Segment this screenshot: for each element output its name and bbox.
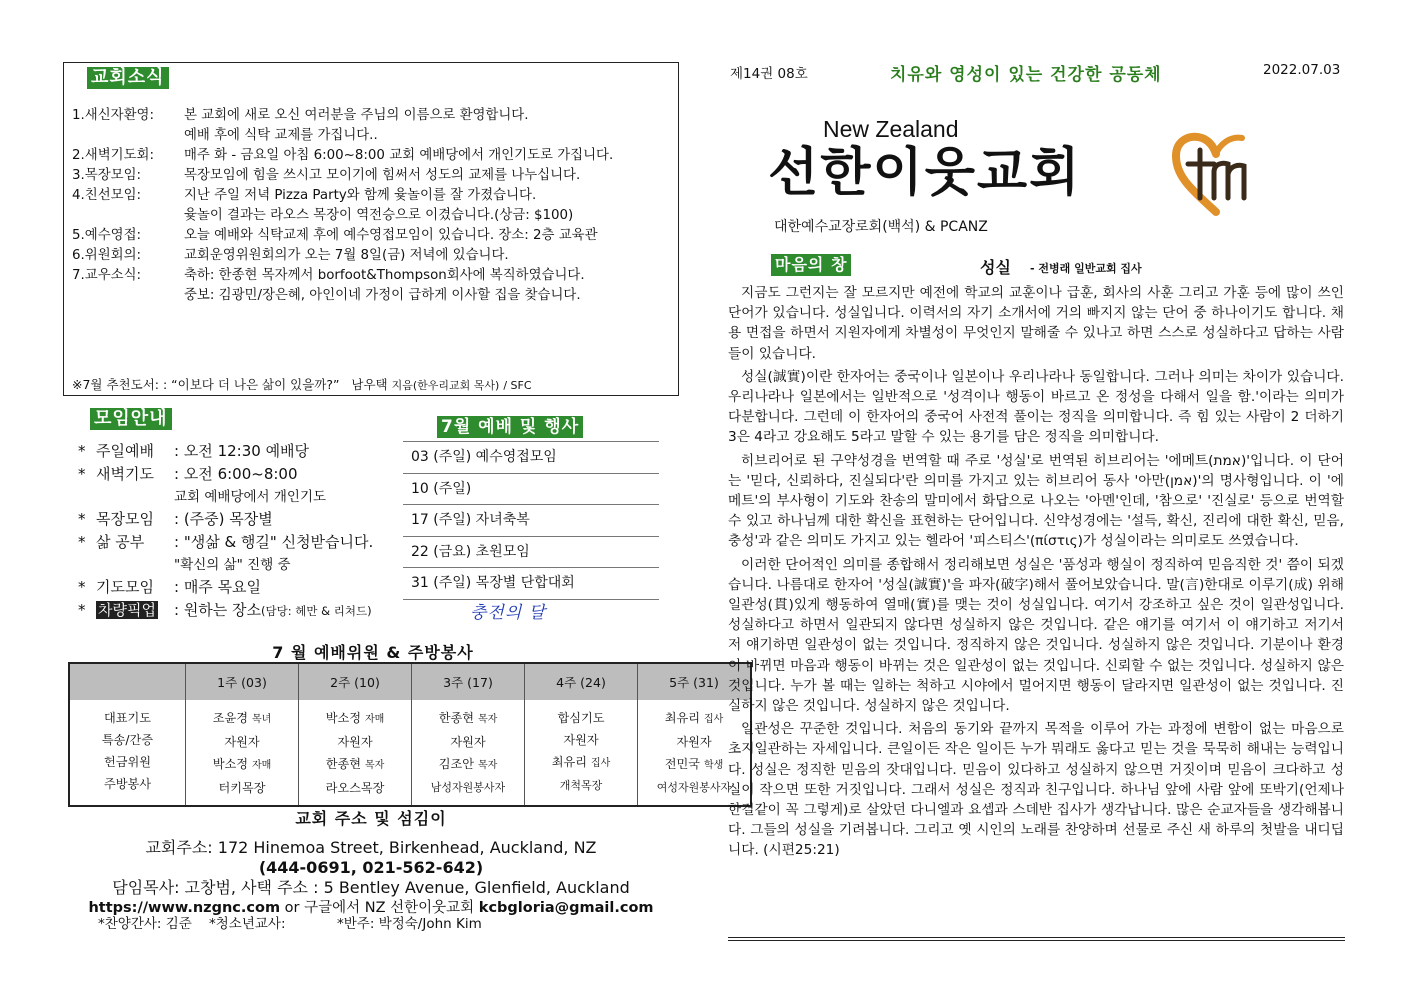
news-item: 7.교우소식: 축하: 한종현 목자께서 borfoot&Thompson회사에 복직하였습니다.	[72, 268, 585, 283]
events-title: 7월 예배 및 행사	[437, 416, 583, 438]
email-link[interactable]: kcbgloria@gmail.com	[478, 900, 654, 916]
church-news-title: 교회소식	[87, 67, 169, 89]
event-row: 17 (주일) 자녀축복	[403, 505, 659, 537]
schedule-table	[68, 662, 752, 807]
meetings-list	[78, 440, 408, 623]
issue-number: 제14권 08호	[730, 66, 808, 82]
address-title: 교회 주소 및 섬김이	[295, 809, 447, 828]
news-item: 6.위원회의: 교회운영위원회의가 오는 7월 8일(금) 저녁에 있습니다.	[72, 248, 509, 263]
church-motto: 치유와 영성이 있는 건강한 공동체	[890, 65, 1162, 85]
schedule-title: 7 월 예배위원 & 주방봉사	[272, 643, 474, 662]
church-name: 선한이웃교회	[768, 143, 1082, 203]
month-theme: 충전의 달	[470, 603, 547, 623]
meeting-subnote: "확신의 삶" 진행 중	[174, 557, 291, 573]
web-contact: https://www.nzgnc.com or 구글에서 NZ 선한이웃교회 kcbgloria@gmail.com	[88, 900, 654, 916]
meeting-subnote: 교회 예배당에서 개인기도	[174, 489, 327, 505]
church-address: 교회주소: 172 Hinemoa Street, Birkenhead, Auckland, NZ	[145, 838, 597, 857]
meeting-item: * 주일예배 : 오전 12:30 예배당	[78, 442, 310, 460]
news-item: 예배 후에 식탁 교제를 가집니다..	[184, 128, 378, 143]
week-column: 조윤경 목녀 자원자 박소정 자매 터키목장	[186, 700, 299, 806]
website-link[interactable]: https://www.nzgnc.com	[88, 900, 281, 916]
week-column: 박소정 자매 자원자 한종현 목자 라오스목장	[299, 700, 412, 806]
news-item: 윷놀이 결과는 라오스 목장이 역전승으로 이겼습니다.(상금: $100)	[184, 208, 574, 223]
bottom-rule	[728, 940, 1345, 941]
pastor-address: 담임목사: 고창범, 사택 주소 : 5 Bentley Avenue, Glenfield, Auckland	[112, 878, 630, 897]
article-paragraph: 지금도 그런지는 잘 모르지만 예전에 학교의 교훈이나 급훈, 회사의 사훈 그리고 가훈 등에 많이 쓰인 단어가 있습니다. 성실입니다. 이력서의 자기 소개서에 거의 빠지지 않는 단어 중 하나이기도 합니다. 채용 면접을 하면서 지원자에게 차별성이 무엇인지 말해줄 수 있나고 하면 스스로 성실하다고 답하는 사람들이 있습니다.	[728, 285, 1344, 362]
address-block	[63, 838, 679, 918]
events-list	[403, 441, 659, 600]
news-item: 중보: 김광민/장은혜, 아인이네 가정이 급하게 이사할 집을 찾습니다.	[184, 288, 581, 303]
meeting-item: * 차량픽업 : 원하는 장소(담당: 헤만 & 리쳐드)	[78, 601, 372, 619]
event-row: 31 (주일) 목장별 단합대회	[403, 568, 659, 600]
church-logo-icon	[1170, 128, 1262, 218]
week-column: 최유리 집사 자원자 전민국 학생 여성자원봉사자	[638, 700, 752, 806]
week-column: 한종현 목자 자원자 김조안 목자 남성자원봉사자	[412, 700, 525, 806]
news-item: 3.목장모임: 목장모임에 힘을 쓰시고 모이기에 힘써서 성도의 교제를 나누십니다.	[72, 168, 581, 183]
news-item: 4.친선모임: 지난 주일 저녁 Pizza Party와 함께 윷놀이를 잘 가졌습니다.	[72, 188, 537, 203]
staff-line: *찬양간사: 김준 *청소년교사: *반주: 박정숙/John Kim	[98, 916, 482, 932]
meeting-item: * 삶 공부 : "생삶 & 행길" 신청받습니다.	[78, 533, 374, 551]
meeting-item: * 새벽기도 : 오전 6:00~8:00	[78, 465, 298, 483]
event-row: 22 (금요) 초원모임	[403, 537, 659, 569]
table-row	[69, 700, 751, 806]
role-column: 대표기도 특송/간증 헌금위원 주방봉사	[69, 700, 186, 806]
issue-date: 2022.07.03	[1263, 62, 1341, 78]
meetings-title: 모임안내	[90, 408, 172, 430]
event-row: 10 (주일)	[403, 474, 659, 506]
article-title: 성실	[980, 258, 1011, 277]
table-header-row: 1주 (03) 2주 (10) 3주 (17) 4주 (24) 5주 (31)	[69, 663, 751, 700]
article-paragraph: 이러한 단어적인 의미를 종합해서 정리해보면 성실은 '품성과 행실이 정직하여 믿음직한 것' 쯤이 되겠습니다. 나름대로 한자어 '성실(誠實)'을 파자(破字)해서 풀어보았습니다. 말(言)한대로 이루기(成) 위해 일관성(貫)있게 행동하여 열매(實)를 맺는 것이 성실입니다. 여기서 강조하고 싶은 것이 일관성입니다. 성실하다고 하면서 일관되지 않다면 성실하지 않은 것입니다. 같은 얘기를 여기서 이 얘기하고 저기서 저 얘기하면 일관성이 없는 것입니다. 정직하지 않은 것입니다. 성실하지 않은 것입니다. 기분이나 환경이 바뀌면 마음과 행동이 바뀌는 것은 일관성이 없는 것입니다. 신뢰할 수 없는 것입니다. 성실하지 않은 것입니다. 누가 볼 때는 일하는 척하고 시야에서 멀어지면 행동이 달라지면 일관성이 없는 것입니다. 진실하지 않은 것입니다. 성실하지 않은 것입니다.	[728, 556, 1344, 715]
article-paragraph: 히브리어로 된 구약성경을 번역할 때 주로 '성실'로 번역된 히브리어는 '에메트(אמת)'입니다. 이 단어는 '믿다, 신뢰하다, 진실되다'란 의미를 가지고 있는 히브리어 동사 '아만(אמן)'의 명사형입니다. 이 '에메트'의 부사형이 기도와 찬송의 말미에서 화답으로 나오는 '아멘'인데, '참으로' '진실로' 등으로 번역할 수 있고 하나님께 대한 확신을 표현하는 단어입니다. 신약성경에는 '설득, 확신, 진리에 대한 확신, 믿음, 충성'과 같은 의미도 가지고 있는 헬라어 '피스티스'(πίστις)가 성실이라는 의미로도 쓰였습니다.	[728, 452, 1344, 550]
article-paragraph: 일관성은 꾸준한 것입니다. 처음의 동기와 끝까지 목적을 이루어 가는 과정에 변함이 없는 마음으로 초지일관하는 자세입니다. 큰일이든 작은 일이든 누가 뭐래도 옳다고 믿는 것을 묵묵히 해내는 능력입니다. 성실은 정직한 믿음의 잣대입니다. 믿음이 있다하고 성실하지 않으면 거짓이며 믿음이 크다하고 성실이 작으면 또한 거짓입니다. 그래서 성실은 정직과 친구입니다. 하나님 앞에 사람 앞에 또박기(언제나 한결같이 꼭 그렇게)로 살았던 다니엘과 요셉과 스데반 집사가 생각납니다. 많은 순교자들을 생각해봅니다. 그들의 성실을 기려봅니다. 그리고 옛 시인의 노래를 찬양하며 선물로 주신 새 하루의 첫발을 내디딥니다. (시편25:21)	[728, 721, 1344, 859]
article-author: - 전병래 일반교회 집사	[1030, 262, 1142, 275]
news-item: 2.새벽기도회: 매주 화 - 금요일 아침 6:00~8:00 교회 예배당에서 개인기도로 가집니다.	[72, 148, 614, 163]
recommended-book: ※7월 추천도서: : “이보다 더 나은 삶이 있을까?” 남우택 지음(한우리교회 목사) / SFC	[72, 377, 532, 392]
meeting-item: * 기도모임 : 매주 목요일	[78, 578, 262, 596]
book-title: “이보다 더 나은 삶이 있을까?”	[171, 377, 340, 392]
church-news-list	[72, 106, 672, 306]
news-item: 5.예수영접: 오늘 예배와 식탁교제 후에 예수영접모임이 있습니다. 장소: 2층 교육관	[72, 228, 598, 243]
bottom-rule	[728, 937, 1345, 938]
column-tag: 마음의 창	[771, 254, 851, 276]
news-item: 1.새신자환영: 본 교회에 새로 오신 여러분을 주님의 이름으로 환영합니다.	[72, 108, 529, 123]
article-paragraph: 성실(誠實)이란 한자어는 중국이나 일본이나 우리나라나 동일합니다. 그러나 의미는 차이가 있습니다. 우리나라나 일본에서는 일반적으로 '성격이나 행동이 바르고 온 정성을 다해서 일을 함.'이라는 의미가 다분합니다. 그런데 이 한자어의 중국어 사전적 풀이는 정직을 의미합니다. 즉 힘 있는 사람이 2 더하기 3은 4라고 강요해도 5라고 말할 수 있는 용기를 담은 정직을 의미합니다.	[728, 368, 1344, 446]
church-name-english: New Zealand	[823, 116, 959, 142]
event-row: 03 (주일) 예수영접모임	[403, 441, 659, 474]
week-column: 합심기도 자원자 최유리 집사 개척목장	[525, 700, 638, 806]
denomination: 대한예수교장로회(백석) & PCANZ	[774, 219, 988, 235]
article-body	[728, 283, 1344, 864]
phone-numbers: (444-0691, 021-562-642)	[258, 858, 484, 877]
meeting-item: * 목장모임 : (주중) 목장별	[78, 510, 273, 528]
